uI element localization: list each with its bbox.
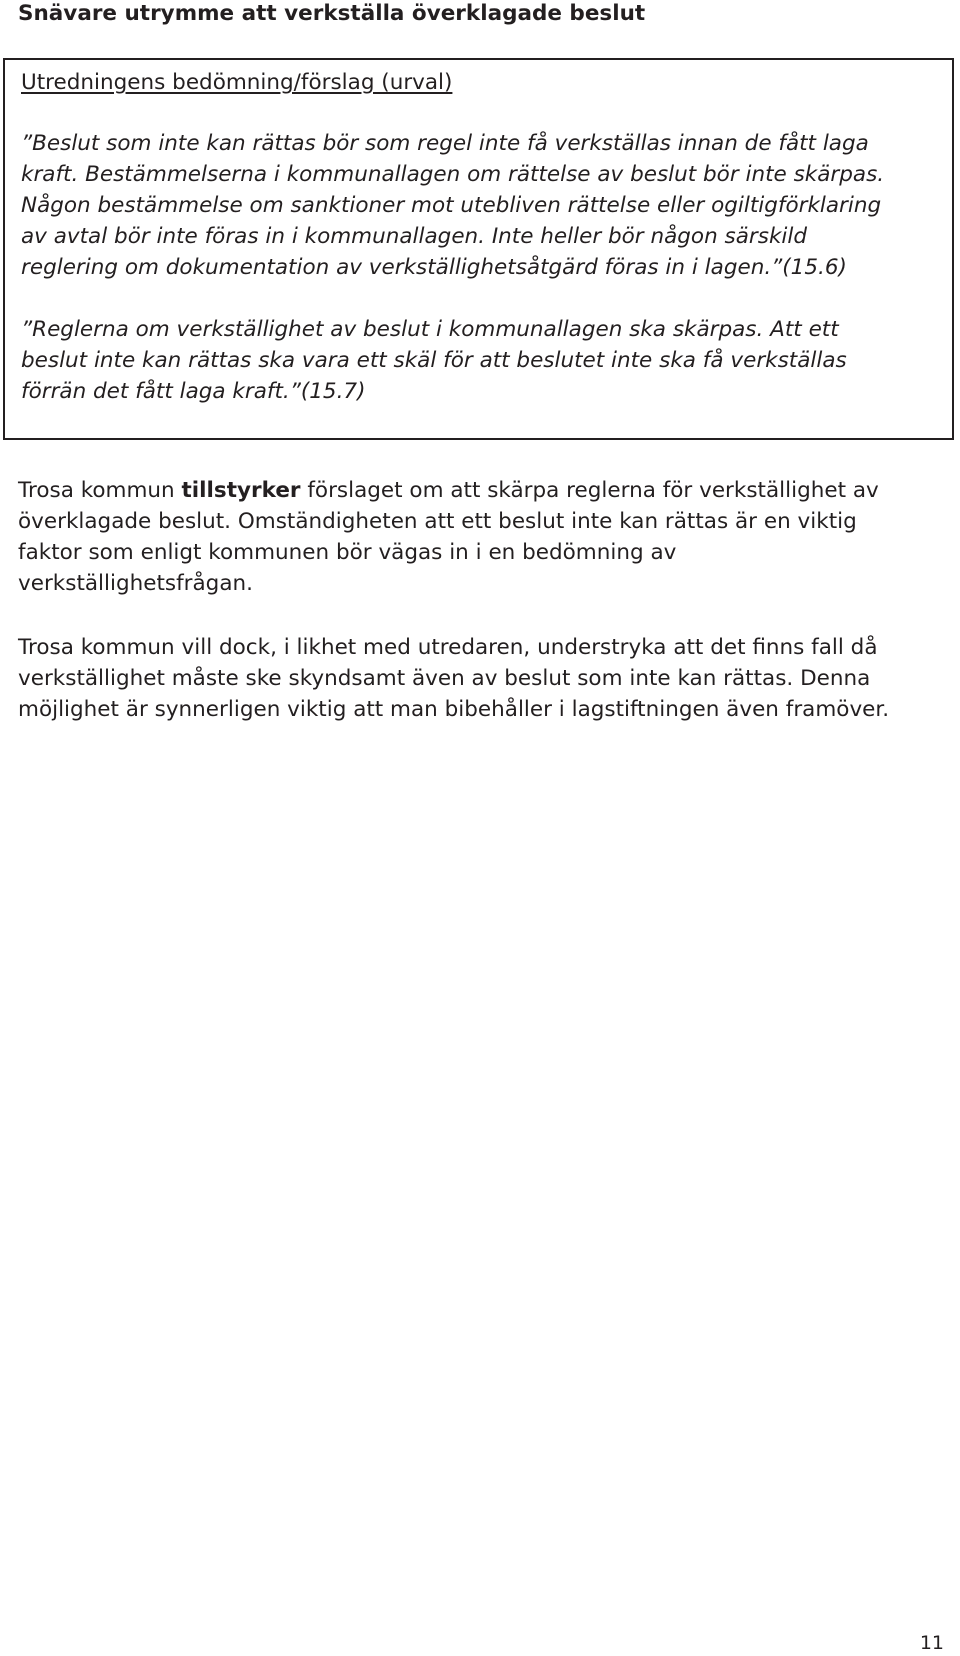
paragraph-line: verkställighetsfrågan. bbox=[18, 571, 253, 596]
quote-line: kraft. Bestämmelserna i kommunallagen om rättelse av beslut bör inte skärpas. bbox=[21, 162, 885, 187]
page-number: 11 bbox=[919, 1632, 944, 1654]
page-heading: Snävare utrymme att verkställa överklagade beslut bbox=[18, 1, 646, 26]
paragraph-caveat bbox=[18, 632, 889, 725]
quote-line: förrän det fått laga kraft.”(15.7) bbox=[21, 379, 366, 404]
assessment-box bbox=[3, 58, 954, 440]
quote-line: ”Reglerna om verkställighet av beslut i kommunallagen ska skärpas. Att ett bbox=[21, 317, 839, 342]
box-title: Utredningens bedömning/förslag (urval) bbox=[21, 70, 453, 95]
paragraph-text: förslaget om att skärpa reglerna för verkställighet av bbox=[300, 478, 879, 503]
paragraph-line: Trosa kommun vill dock, i likhet med utredaren, understryka att det finns fall då bbox=[18, 635, 878, 660]
quote-15-7 bbox=[21, 314, 847, 407]
quote-line: ”Beslut som inte kan rättas bör som regel inte få verkställas innan de fått laga bbox=[21, 131, 869, 156]
paragraph-line: faktor som enligt kommunen bör vägas in i en bedömning av bbox=[18, 540, 677, 565]
paragraph-support bbox=[18, 475, 879, 599]
quote-line: reglering om dokumentation av verkställighetsåtgärd föras in i lagen.”(15.6) bbox=[21, 255, 847, 280]
quote-line: Någon bestämmelse om sanktioner mot utebliven rättelse eller ogiltigförklaring bbox=[21, 193, 882, 218]
paragraph-line bbox=[18, 475, 879, 506]
quote-line: beslut inte kan rättas ska vara ett skäl för att beslutet inte ska få verkställas bbox=[21, 348, 847, 373]
emphasis-tillstyrker: tillstyrker bbox=[181, 478, 301, 503]
paragraph-line: verkställighet måste ske skyndsamt även av beslut som inte kan rättas. Denna bbox=[18, 666, 871, 691]
paragraph-line: möjlighet är synnerligen viktig att man bibehåller i lagstiftningen även framöver. bbox=[18, 697, 890, 722]
quote-15-6 bbox=[21, 128, 884, 283]
paragraph-text: Trosa kommun bbox=[18, 478, 182, 503]
quote-line: av avtal bör inte föras in i kommunallagen. Inte heller bör någon särskild bbox=[21, 224, 807, 249]
paragraph-line: överklagade beslut. Omständigheten att ett beslut inte kan rättas är en viktig bbox=[18, 509, 857, 534]
